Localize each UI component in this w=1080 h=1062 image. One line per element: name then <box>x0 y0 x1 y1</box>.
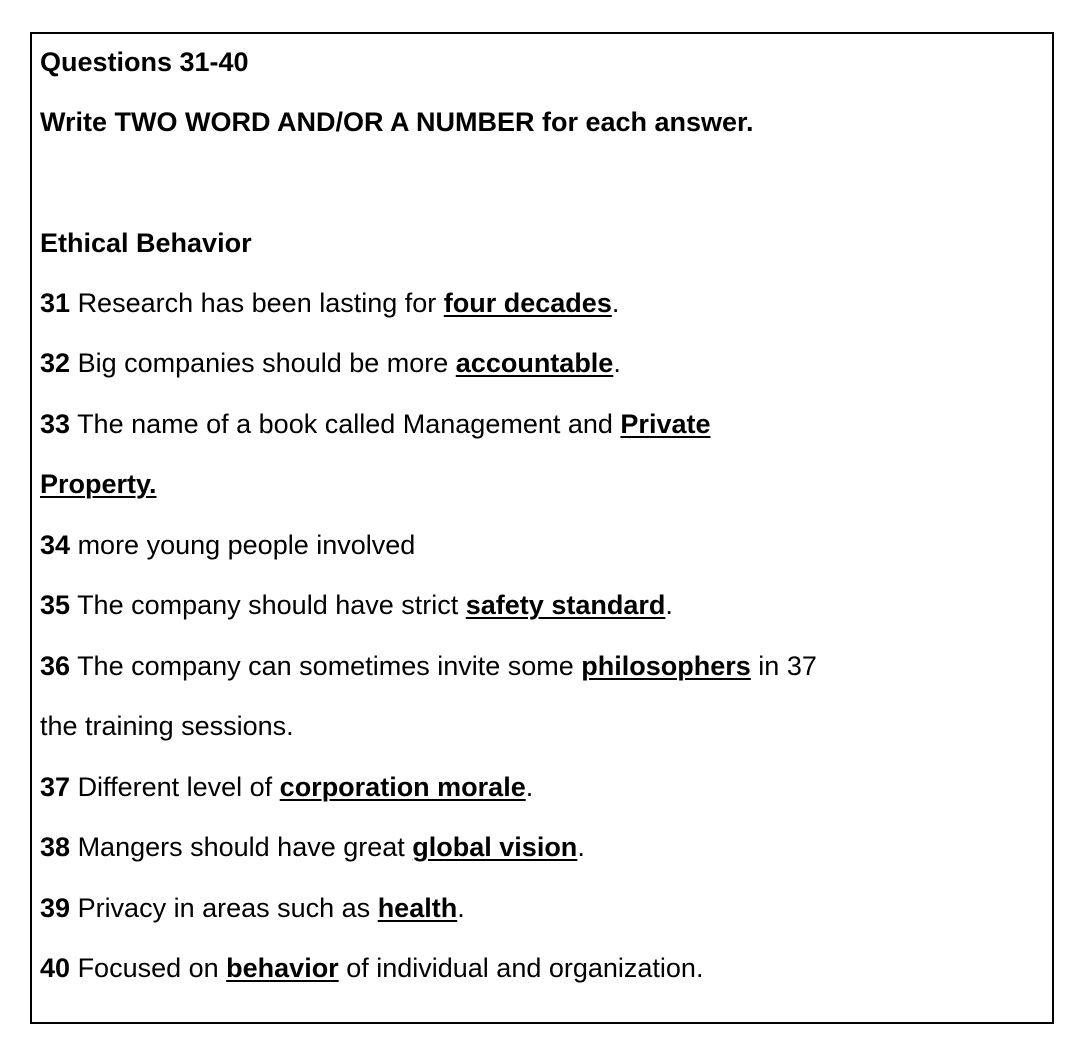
answer: Private <box>620 409 711 439</box>
question-31 <box>40 287 619 319</box>
question-number: 34 <box>40 530 71 560</box>
question-33 <box>40 408 710 440</box>
question-text: Research has been lasting for <box>77 288 444 318</box>
question-number: 32 <box>40 348 71 378</box>
answer: Property. <box>40 469 157 499</box>
question-number: 36 <box>40 651 71 681</box>
section-title: Ethical Behavior <box>40 228 252 258</box>
answer: behavior <box>226 953 339 983</box>
question-text-end: . <box>665 590 673 620</box>
question-number: 39 <box>40 893 71 923</box>
question-34 <box>40 529 415 561</box>
questions-heading: Questions 31-40 <box>40 47 249 77</box>
answer: philosophers <box>581 651 751 681</box>
answer: health <box>377 893 458 923</box>
question-37 <box>40 771 533 803</box>
question-text: Mangers should have great <box>77 832 413 862</box>
question-35 <box>40 589 673 621</box>
question-40 <box>40 952 703 984</box>
question-text: Different level of <box>77 772 280 802</box>
question-32 <box>40 347 621 379</box>
question-text-end: in 37 <box>750 651 817 681</box>
question-text-end: . <box>611 288 620 318</box>
answer: corporation morale <box>279 772 526 802</box>
question-text: more young people involved <box>77 530 416 560</box>
question-number: 40 <box>40 953 71 983</box>
question-text-end: of individual and organization. <box>338 953 704 983</box>
question-text: Focused on <box>77 953 227 983</box>
answer: safety standard <box>465 590 666 620</box>
question-box <box>30 32 1054 1024</box>
question-33-continued <box>40 468 157 500</box>
question-number: 38 <box>40 832 71 862</box>
answer: global vision <box>412 832 578 862</box>
question-36-continued <box>40 710 294 742</box>
question-text: The name of a book called Management and <box>77 409 621 439</box>
question-text: the training sessions. <box>40 711 294 741</box>
question-text: The company can sometimes invite some <box>77 651 582 681</box>
question-39 <box>40 892 465 924</box>
answer: accountable <box>455 348 614 378</box>
instruction-text: Write TWO WORD AND/OR A NUMBER for each answer. <box>40 107 754 137</box>
question-text-end: . <box>525 772 534 802</box>
question-38 <box>40 831 585 863</box>
answer: four decades <box>443 288 612 318</box>
question-text: The company should have strict <box>77 590 466 620</box>
question-36 <box>40 650 817 682</box>
question-text: Big companies should be more <box>77 348 456 378</box>
question-number: 33 <box>40 409 71 439</box>
question-text-end: . <box>577 832 585 862</box>
question-number: 37 <box>40 772 71 802</box>
question-text: Privacy in areas such as <box>77 893 378 923</box>
question-number: 31 <box>40 288 71 318</box>
question-text-end: . <box>457 893 465 923</box>
question-number: 35 <box>40 590 71 620</box>
question-text-end: . <box>613 348 621 378</box>
